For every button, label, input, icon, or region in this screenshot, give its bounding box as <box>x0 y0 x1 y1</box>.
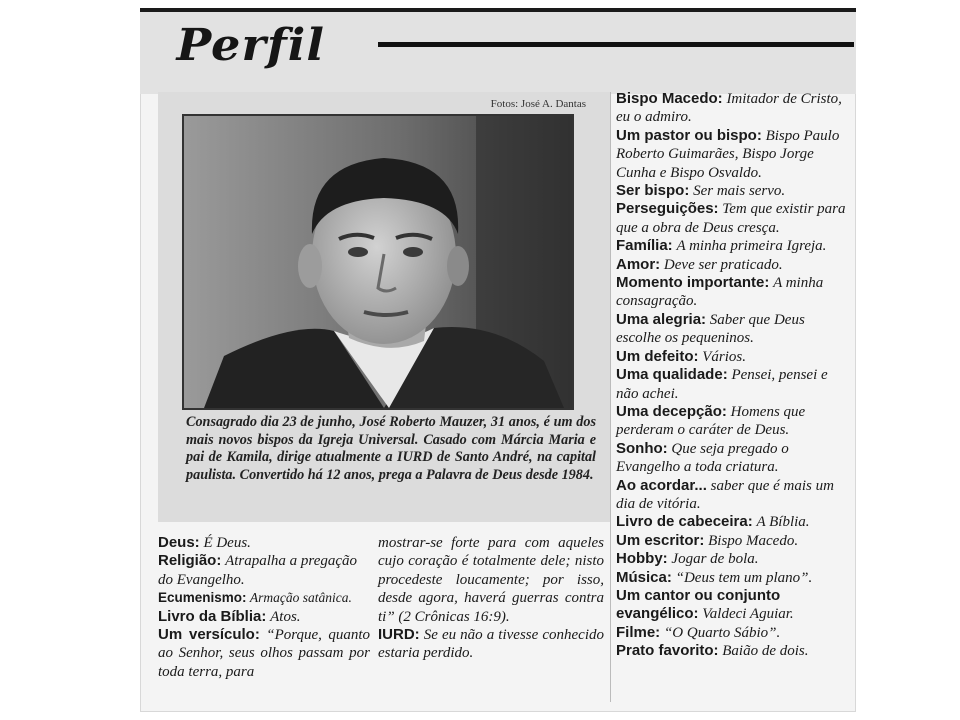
qa-label: Ecumenismo: <box>158 590 247 606</box>
qa-entry <box>616 348 848 366</box>
qa-entry <box>616 256 848 274</box>
qa-answer: Tem que existir para que a obra de Deus cresça. <box>616 201 846 236</box>
qa-entry <box>158 589 370 607</box>
title-rule <box>378 42 854 47</box>
newspaper-clipping <box>140 8 856 712</box>
qa-label: Ao acordar... <box>616 476 707 494</box>
qa-label: Uma alegria: <box>616 310 707 328</box>
qa-entry <box>616 587 848 624</box>
qa-answer: “Deus tem um plano”. <box>675 569 813 586</box>
qa-label: Um defeito: <box>616 347 699 365</box>
qa-entry <box>616 642 848 660</box>
qa-label: Livro da Bíblia: <box>158 607 267 625</box>
verse-continuation <box>378 534 604 626</box>
bottom-middle-column <box>378 534 604 663</box>
qa-answer: Jogar de bola. <box>671 551 759 568</box>
qa-label: Prato favorito: <box>616 642 719 660</box>
qa-label: Momento importante: <box>616 274 770 292</box>
qa-label: Perseguições: <box>616 200 719 218</box>
qa-answer: Que seja pregado o Evangelho a toda criatura. <box>616 440 789 476</box>
portrait-photo <box>182 114 574 410</box>
qa-answer: Bispo Macedo. <box>708 532 799 549</box>
qa-answer: Atrapalha a pregação do Evangelho. <box>158 553 358 588</box>
qa-entry <box>158 552 370 589</box>
qa-entry <box>616 513 848 531</box>
profile-qa-column <box>616 90 848 661</box>
qa-entry <box>158 626 370 681</box>
qa-answer: Homens que perderam o caráter de Deus. <box>616 403 806 439</box>
qa-entry <box>616 127 848 182</box>
qa-answer: Deve ser praticado. <box>663 256 783 273</box>
qa-label: Hobby: <box>616 550 668 568</box>
qa-answer: Imitador de Cristo, eu o admiro. <box>616 91 842 126</box>
qa-answer: Atos. <box>270 608 301 625</box>
section-title: Perfil <box>176 20 325 71</box>
bottom-left-column <box>158 534 370 681</box>
qa-answer: Se eu não a tivesse conhecido estaria perdido. <box>378 627 604 662</box>
qa-label: Música: <box>616 568 672 586</box>
qa-answer: A minha consagração. <box>616 275 824 310</box>
qa-label: Uma qualidade: <box>616 366 728 384</box>
qa-answer: A minha primeira Igreja. <box>676 238 827 255</box>
qa-label: Sonho: <box>616 439 668 457</box>
qa-label: Um versículo: <box>158 626 260 644</box>
qa-label: Livro de cabeceira: <box>616 513 753 531</box>
qa-answer: Valdeci Aguiar. <box>702 606 794 623</box>
qa-entry <box>616 237 848 255</box>
verse-text: mostrar-se forte para com aqueles cujo coração é totalmente dele; nisto procedeste loucamente; por isso, desde agora, haverá guerras contra ti” (2 Crônicas 16:9). <box>378 535 604 625</box>
qa-entry <box>616 200 848 237</box>
photo-panel <box>158 92 610 522</box>
qa-entry <box>616 311 848 348</box>
qa-entry <box>616 532 848 550</box>
qa-entry <box>378 626 604 663</box>
qa-answer: “Porque, quanto ao Senhor, seus olhos passam por toda terra, para <box>158 627 370 680</box>
qa-answer: Bispo Paulo Roberto Guimarães, Bispo Jorge Cunha e Bispo Osvaldo. <box>616 127 840 181</box>
qa-label: Ser bispo: <box>616 182 690 200</box>
qa-label: Deus: <box>158 534 200 551</box>
qa-entry <box>158 534 370 552</box>
qa-entry <box>616 366 848 403</box>
qa-label: Um escritor: <box>616 531 705 549</box>
qa-label: Bispo Macedo: <box>616 90 723 107</box>
qa-answer: Saber que Deus escolhe os pequeninos. <box>616 311 805 347</box>
header-band <box>140 8 856 94</box>
qa-entry <box>616 569 848 587</box>
qa-answer: Vários. <box>702 348 747 365</box>
qa-entry <box>616 403 848 440</box>
qa-answer: “O Quarto Sábio”. <box>663 624 781 641</box>
qa-entry <box>616 477 848 514</box>
qa-entry <box>616 440 848 477</box>
qa-label: Filme: <box>616 623 661 641</box>
qa-answer: Pensei, pensei e não achei. <box>616 367 828 402</box>
qa-answer: Armação satânica. <box>249 590 352 606</box>
qa-label: Um pastor ou bispo: <box>616 126 762 144</box>
photo-credit: Fotos: José A. Dantas <box>490 98 586 110</box>
qa-entry <box>616 182 848 200</box>
qa-answer: É Deus. <box>203 535 251 551</box>
qa-answer: saber que é mais um dia de vitória. <box>616 477 834 512</box>
photo-caption: Consagrado dia 23 de junho, José Roberto Mauzer, 31 anos, é um dos mais novos bispos da Igreja Universal. Casado com Márcia Maria e pai de Kamila, dirige atualmente a IURD de Santo André, na capital paulista. Convertido há 12 anos, prega a Palavra de Deus desde 1984. <box>186 414 596 483</box>
qa-entry <box>158 608 370 626</box>
qa-answer: A Bíblia. <box>756 514 810 531</box>
qa-label: Religião: <box>158 552 222 570</box>
portrait-illustration <box>184 116 572 408</box>
qa-answer: Baião de dois. <box>722 643 809 660</box>
qa-label: Família: <box>616 237 673 255</box>
column-divider <box>610 92 611 702</box>
qa-answer: Ser mais servo. <box>693 183 786 200</box>
qa-label: Amor: <box>616 255 661 273</box>
qa-label: Um cantor ou conjunto evangélico: <box>616 586 781 623</box>
qa-label: Uma decepção: <box>616 402 727 420</box>
qa-entry <box>616 90 848 127</box>
qa-label: IURD: <box>378 626 420 644</box>
qa-entry <box>616 274 848 311</box>
qa-entry <box>616 550 848 568</box>
qa-entry <box>616 624 848 642</box>
